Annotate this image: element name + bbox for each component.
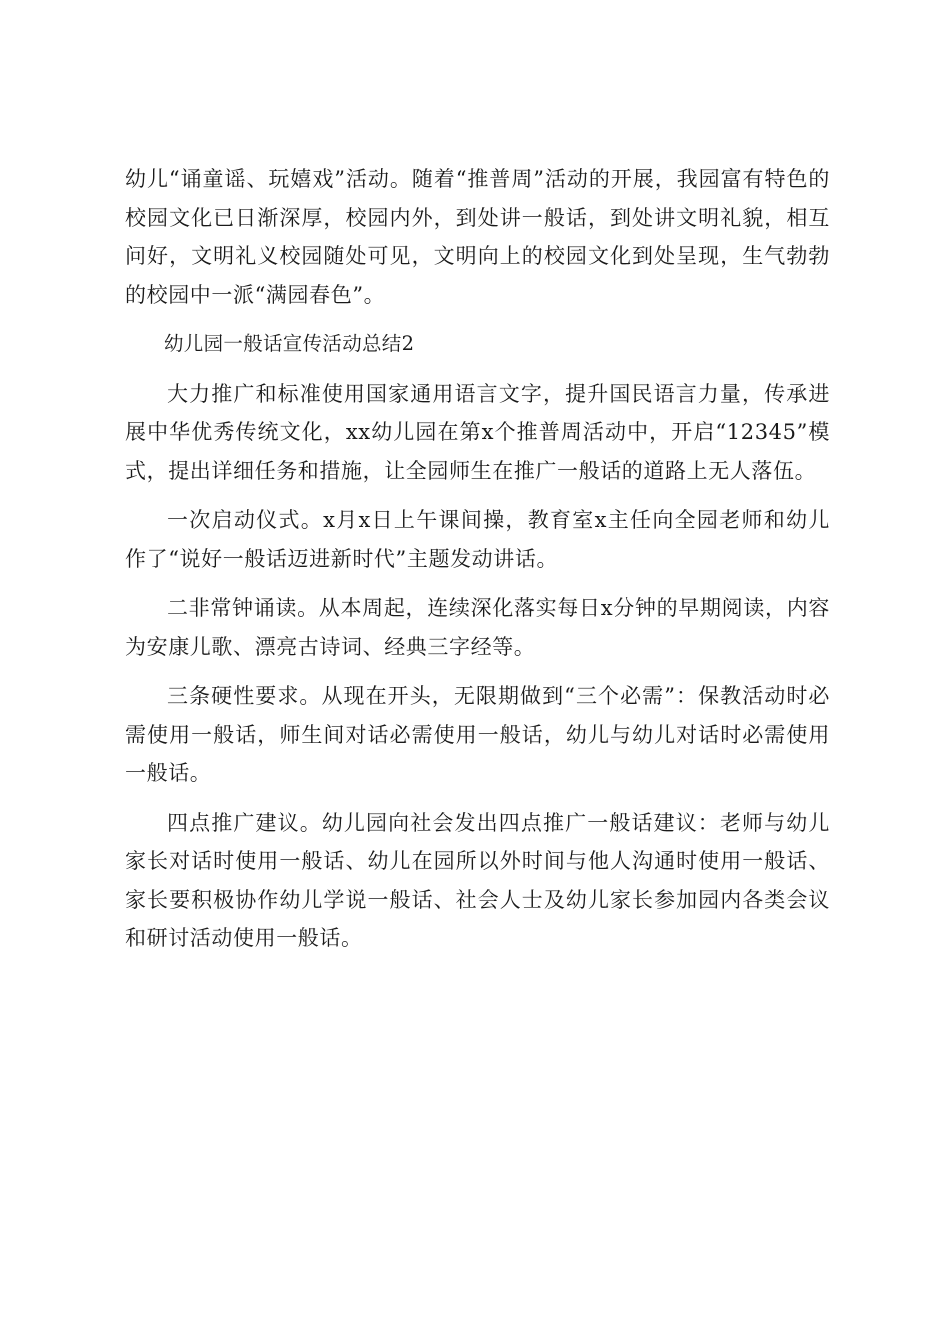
section-heading: 幼儿园一般话宣传活动总结2 [164,332,415,355]
paragraph-requirements: 三条硬性要求。从现在开头，无限期做到“三个必需”：保教活动时必需使用一般话，师生间对话必需使用一般话，幼儿与幼儿对话时必需使用一般话。 [125,684,830,785]
paragraph-launch-ceremony: 一次启动仪式。x月x日上午课间操，教育室x主任向全园老师和幼儿作了“说好一般话迈进新时代”主题发动讲话。 [125,508,830,571]
paragraph-suggestions: 四点推广建议。幼儿园向社会发出四点推广一般话建议：老师与幼儿家长对话时使用一般话、幼儿在园所以外时间与他人沟通时使用一般话、家长要积极协作幼儿学说一般话、社会人士及幼儿家长参加园内各类会议和研讨活动使用一般话。 [125,810,830,950]
paragraph-campus-culture: 幼儿“诵童谣、玩嬉戏”活动。随着“推普周”活动的开展，我园富有特色的校园文化已日渐深厚，校园内外，到处讲一般话，到处讲文明礼貌，相互问好，文明礼义校园随处可见，文明向上的校园文化到处呈现，生气勃勃的校园中一派“满园春色”。 [125,167,830,307]
paragraph-reading: 二非常钟诵读。从本周起，连续深化落实每日x分钟的早期阅读，内容为安康儿歌、漂亮古诗词、经典三字经等。 [125,596,830,659]
document-body [125,160,830,958]
paragraph-intro: 大力推广和标准使用国家通用语言文字，提升国民语言力量，传承进展中华优秀传统文化，xx幼儿园在第x个推普周活动中，开启“12345”模式，提出详细任务和措施，让全园师生在推广一般话的道路上无人落伍。 [125,381,830,483]
